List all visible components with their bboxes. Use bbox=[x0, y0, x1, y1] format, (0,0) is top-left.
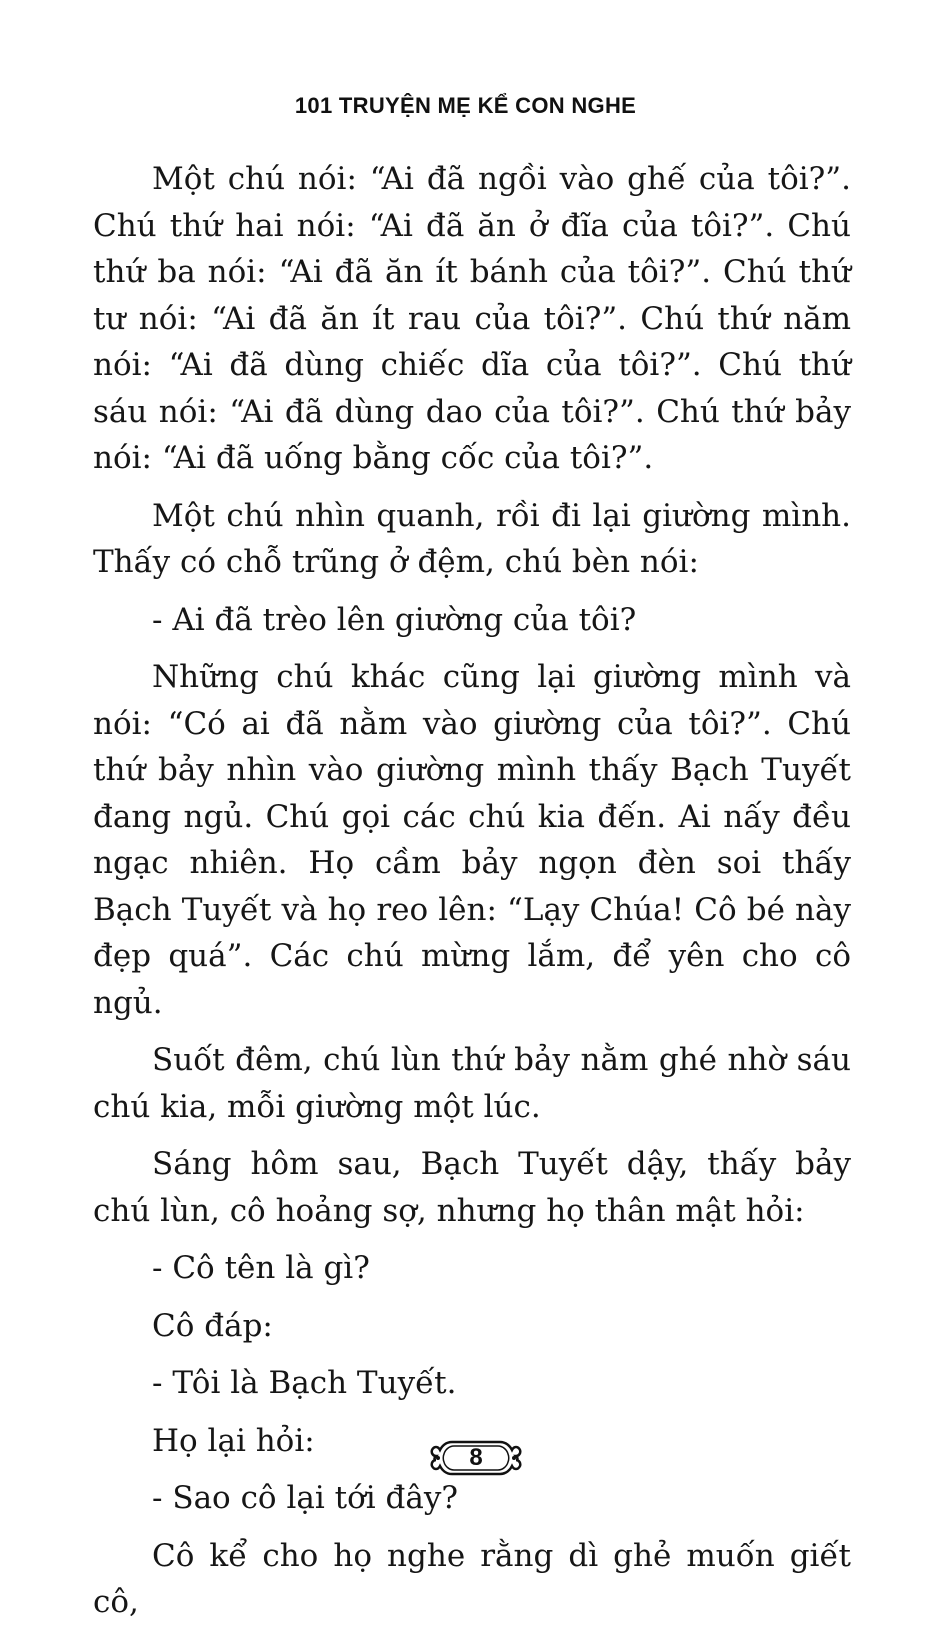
running-header: 101 TRUYỆN MẸ KỂ CON NGHE bbox=[294, 93, 637, 118]
paragraph: Sáng hôm sau, Bạch Tuyết dậy, thấy bảy chú lùn, cô hoảng sợ, nhưng họ thân mật hỏi: bbox=[93, 1146, 851, 1229]
dialogue-line: - Cô tên là gì? bbox=[152, 1250, 370, 1286]
paragraph: Cô kể cho họ nghe rằng dì ghẻ muốn giết cô, bbox=[93, 1537, 851, 1620]
paragraph: Cô đáp: bbox=[152, 1307, 273, 1344]
dialogue-line: - Sao cô lại tới đây? bbox=[152, 1480, 458, 1516]
dialogue-line: - Ai đã trèo lên giường của tôi? bbox=[152, 601, 637, 638]
paragraph: Suốt đêm, chú lùn thứ bảy nằm ghé nhờ sáu chú kia, mỗi giường một lúc. bbox=[93, 1042, 851, 1125]
paragraph: Những chú khác cũng lại giường mình và nói: “Có ai đã nằm vào giường của tôi?”. Chú thứ bảy nhìn vào giường mình thấy Bạch Tuyết đang ngủ. Chú gọi các chú kia đến. Ai nấy đều ngạc nhiên. Họ cầm bảy ngọn đèn soi thấy Bạch Tuyết và họ reo lên: “Lạy Chúa! Cô bé này đẹp quá”. Các chú mừng lắm, để yên cho cô ngủ. bbox=[93, 659, 851, 1021]
dialogue-line: - Tôi là Bạch Tuyết. bbox=[152, 1365, 457, 1401]
story-text bbox=[93, 156, 851, 1626]
paragraph: Một chú nói: “Ai đã ngồi vào ghế của tôi?”. Chú thứ hai nói: “Ai đã ăn ở đĩa của tôi?”. Chú thứ ba nói: “Ai đã ăn ít bánh của tôi?”. Chú thứ tư nói: “Ai đã ăn ít rau của tôi?”. Chú thứ năm nói: “Ai đã dùng chiếc dĩa của tôi?”. Chú thứ sáu nói: “Ai đã dùng dao của tôi?”. Chú thứ bảy nói: “Ai đã uống bằng cốc của tôi?”. bbox=[93, 161, 851, 476]
paragraph: Một chú nhìn quanh, rồi đi lại giường mình. Thấy có chỗ trũng ở đệm, chú bèn nói: bbox=[93, 497, 851, 580]
paragraph: Họ lại hỏi: bbox=[152, 1422, 315, 1459]
page-number-ornament bbox=[430, 1438, 522, 1478]
page-number: 8 bbox=[469, 1444, 483, 1471]
